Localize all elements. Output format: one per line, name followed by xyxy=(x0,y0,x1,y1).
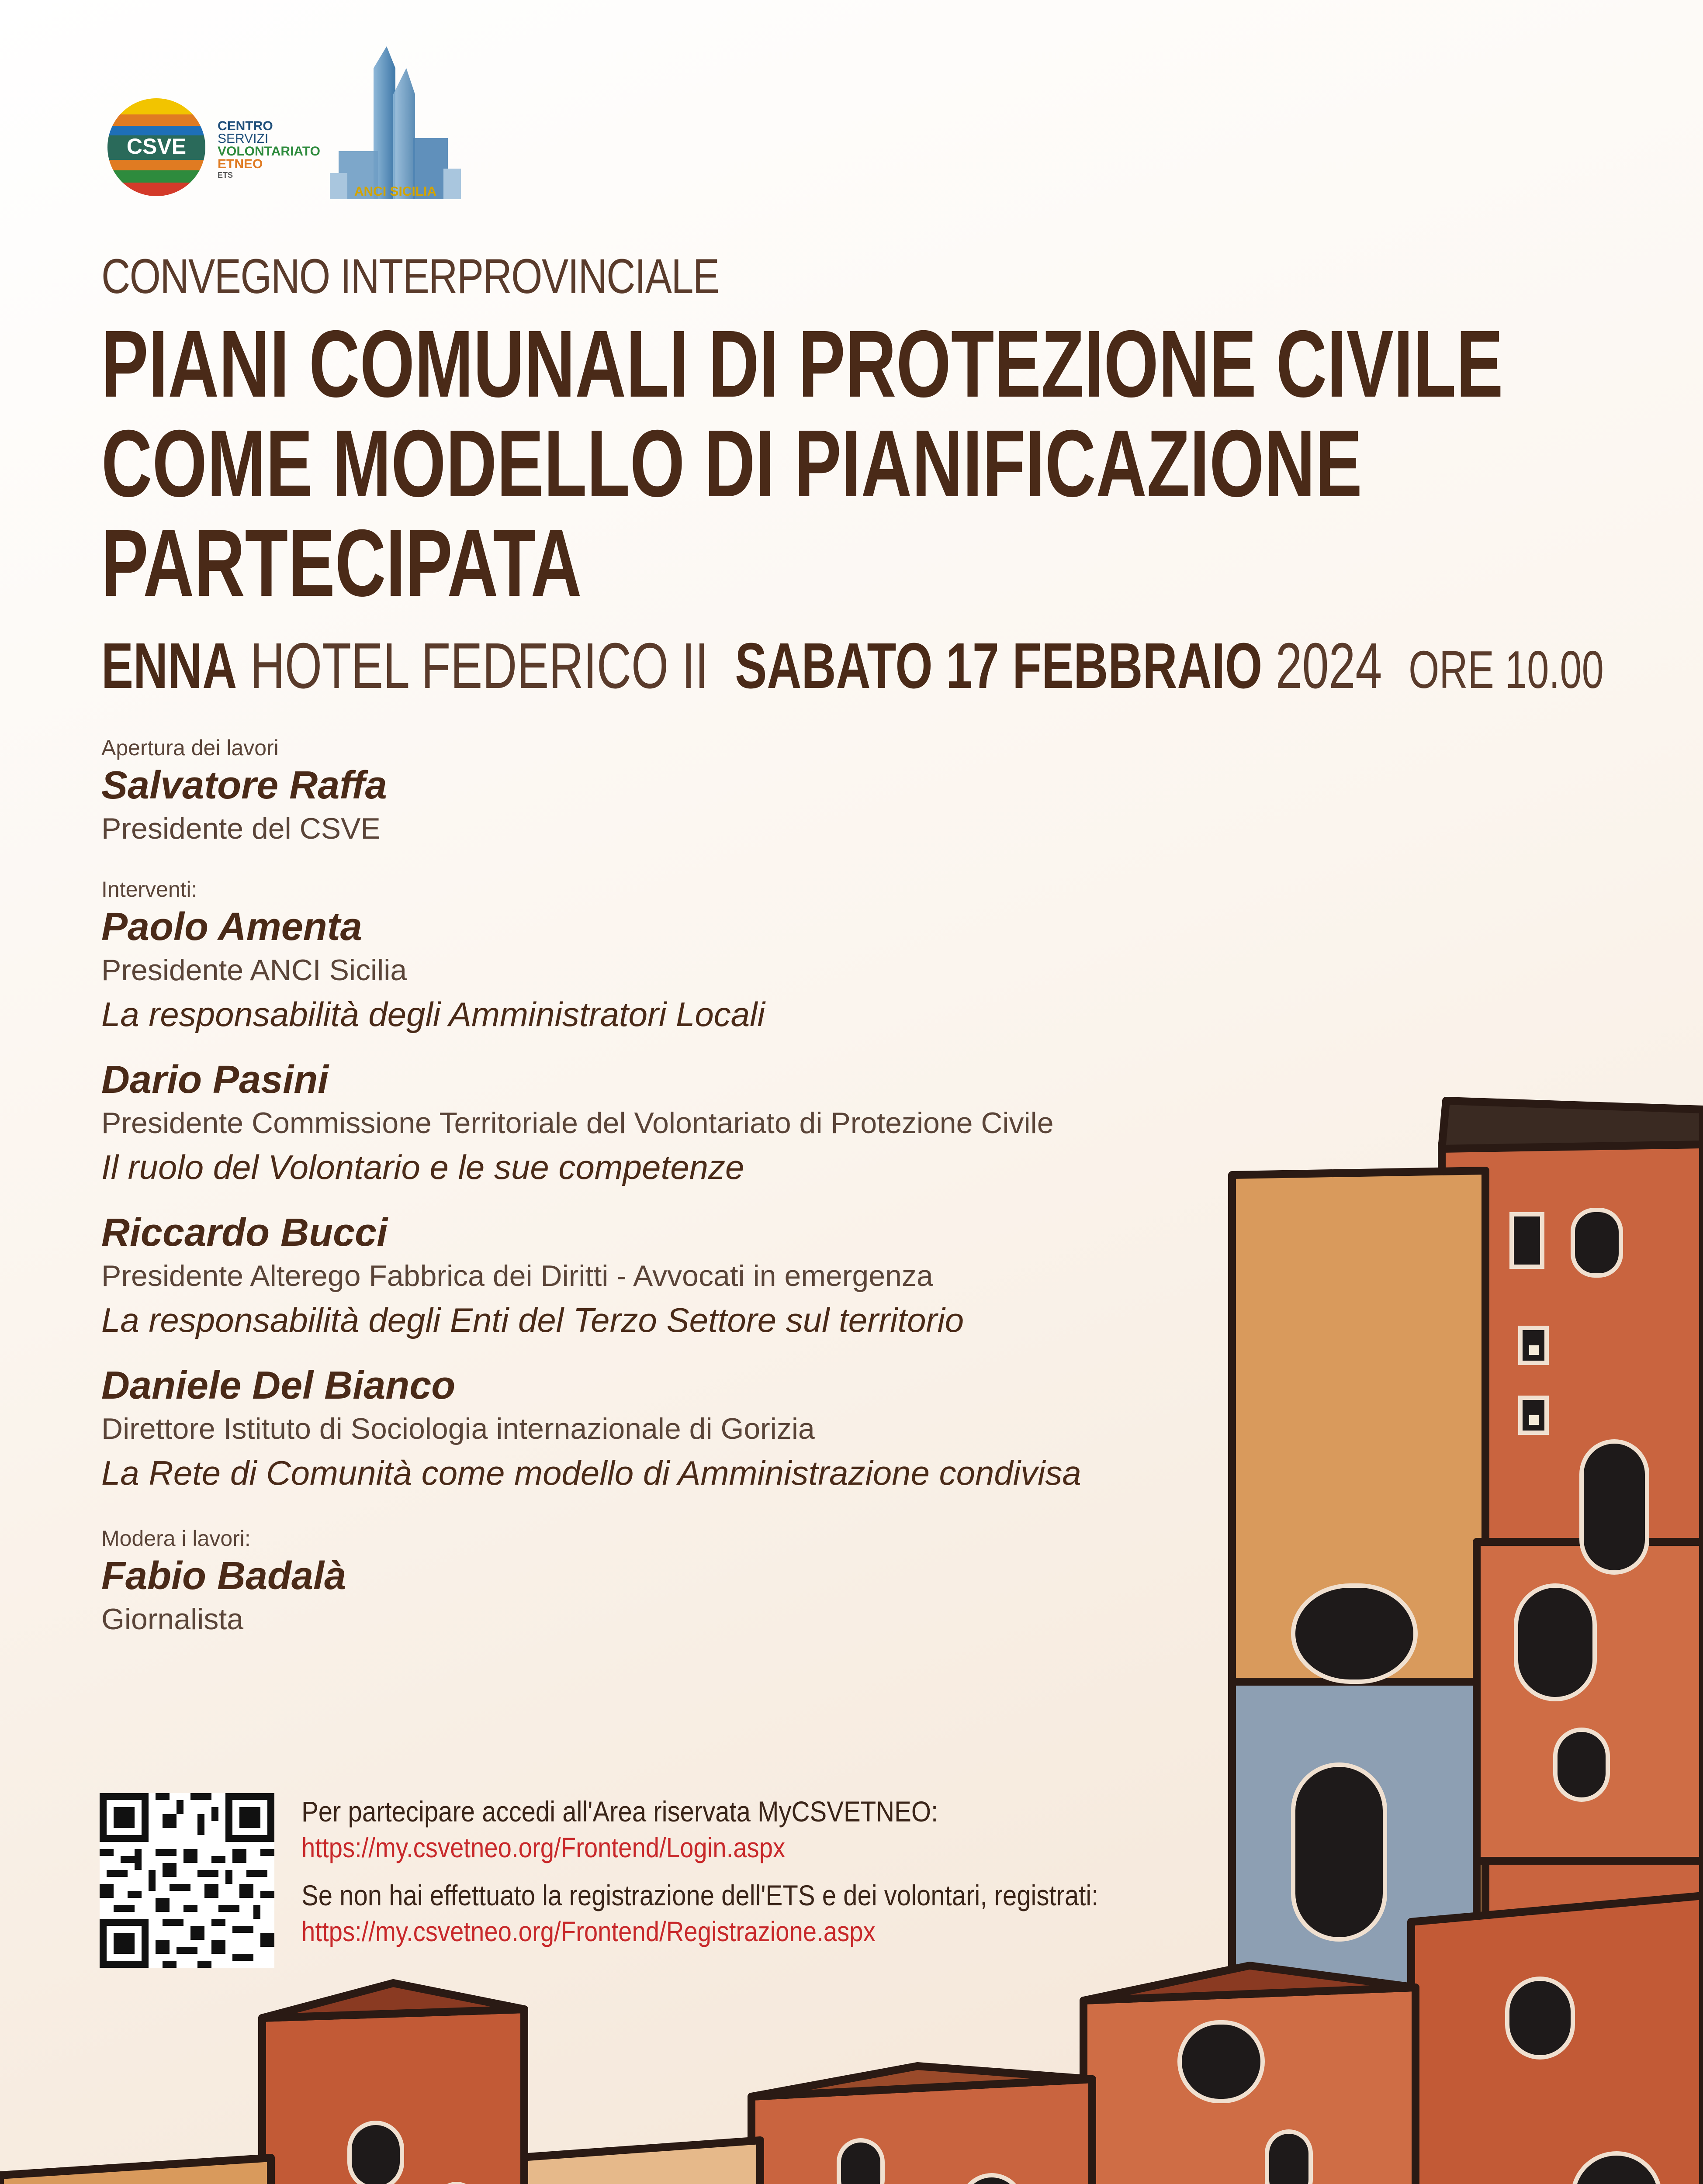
csve-line: CENTRO xyxy=(218,119,273,133)
talks-label: Interventi: xyxy=(101,877,197,902)
speaker-name: Daniele Del Bianco xyxy=(101,1364,456,1407)
csve-line: ETNEO xyxy=(218,157,263,171)
csve-line: VOLONTARIATO xyxy=(218,144,320,159)
anci-sicilia-logo xyxy=(321,42,465,204)
registration-info xyxy=(301,1793,1207,1961)
talk-topic: Il ruolo del Volontario e le sue competenze xyxy=(101,1148,744,1186)
speaker-role: Presidente Alterego Fabbrica dei Diritti - Avvocati in emergenza xyxy=(101,1259,933,1292)
anci-caption: ANCI SICILIA xyxy=(354,184,437,199)
speaker-name: Dario Pasini xyxy=(101,1058,329,1102)
event-time: ORE 10.00 xyxy=(1409,640,1604,699)
csve-line: ETS xyxy=(218,171,233,180)
event-year: 2024 xyxy=(1275,630,1382,702)
moderator-label: Modera i lavori: xyxy=(101,1526,251,1551)
speaker-role: Presidente Commissione Territoriale del Volontariato di Protezione Civile xyxy=(101,1106,1054,1140)
signup-link[interactable]: https://my.csvetneo.org/Frontend/Registrazione.aspx xyxy=(301,1916,876,1947)
speaker-name: Fabio Badalà xyxy=(101,1554,346,1598)
speaker-name: Riccardo Bucci xyxy=(101,1211,388,1254)
talk-topic: La responsabilità degli Amministratori Locali xyxy=(101,995,765,1033)
opening-label: Apertura dei lavori xyxy=(101,736,279,760)
csve-wordmark xyxy=(218,120,320,180)
speaker-name: Salvatore Raffa xyxy=(101,764,387,807)
title-line: COME MODELLO DI PIANIFICAZIONE xyxy=(101,411,1362,517)
login-instructions: Per partecipare accedi all'Area riservata MyCSVETNEO: xyxy=(301,1795,938,1828)
event-dateline xyxy=(101,629,1604,707)
title-line: PIANI COMUNALI DI PROTEZIONE CIVILE xyxy=(101,311,1503,417)
event-title xyxy=(101,311,1503,616)
talk-topic: La responsabilità degli Enti del Terzo Settore sul territorio xyxy=(101,1301,964,1339)
town-illustration xyxy=(0,1083,1703,2184)
csve-line: SERVIZI xyxy=(218,131,269,146)
signup-instructions: Se non hai effettuato la registrazione dell'ETS e dei volontari, registrati: xyxy=(301,1879,1099,1911)
login-link[interactable]: https://my.csvetneo.org/Frontend/Login.aspx xyxy=(301,1832,786,1863)
speaker-role: Presidente del CSVE xyxy=(101,812,381,845)
event-kicker: CONVEGNO INTERPROVINCIALE xyxy=(101,249,719,304)
speaker-role: Giornalista xyxy=(101,1603,244,1636)
speaker-name: Paolo Amenta xyxy=(101,905,362,949)
speaker-role: Direttore Istituto di Sociologia internazionale di Gorizia xyxy=(101,1412,815,1445)
event-date: SABATO 17 FEBBRAIO xyxy=(735,630,1263,702)
speaker-role: Presidente ANCI Sicilia xyxy=(101,954,407,987)
qr-code[interactable] xyxy=(100,1793,274,1968)
event-venue: HOTEL FEDERICO II xyxy=(250,630,709,702)
event-city: ENNA xyxy=(101,630,237,702)
csve-logo xyxy=(100,97,213,197)
talk-topic: La Rete di Comunità come modello di Amministrazione condivisa xyxy=(101,1454,1081,1492)
csve-mark: CSVE xyxy=(126,134,187,159)
title-line: PARTECIPATA xyxy=(101,510,582,616)
